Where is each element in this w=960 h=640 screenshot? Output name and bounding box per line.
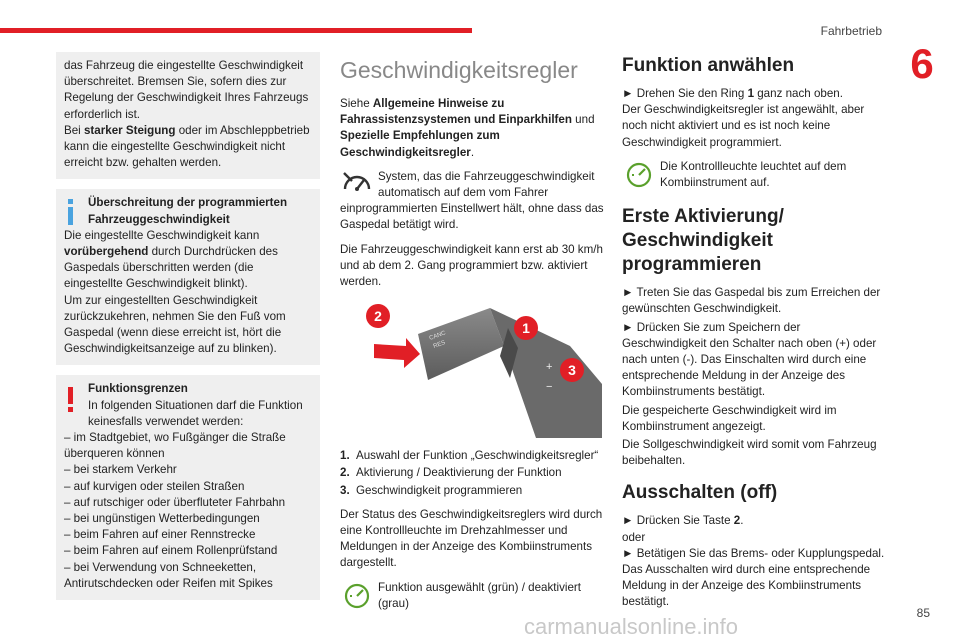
- column-3: [622, 52, 886, 619]
- info-title: Überschreitung der programmierten Fahrzeuggeschwindigkeit: [88, 196, 288, 226]
- list-item: – auf rutschiger oder überfluteter Fahrbahn: [64, 495, 286, 509]
- page-number: 85: [916, 606, 930, 620]
- warning-intro: In folgenden Situationen darf die Funktion keinesfalls verwendet werden:: [88, 398, 303, 428]
- status-text: Der Status des Geschwindigkeitsreglers wird durch eine Kontrollleuchte im Drehzahlmesser und Meldungen in der Anzeige des Kombiinstruments dargestellt.: [340, 507, 603, 570]
- warning-title: Funktionsgrenzen: [88, 382, 188, 396]
- warning-box: [56, 375, 320, 600]
- cruise-control-lamp-icon: [340, 580, 374, 610]
- off-step-2: ► Betätigen Sie das Brems- oder Kupplungspedal.: [622, 546, 885, 560]
- cruise-control-lamp-icon: [622, 159, 656, 189]
- list-item: – bei starkem Verkehr: [64, 463, 177, 477]
- lamp-description: Funktion ausgewählt (grün) / deaktiviert (grau): [340, 580, 604, 612]
- first-step-2: ► Drücken Sie zum Speichern der Geschwindigkeit den Schalter nach oben (+) oder nach unten (-). Das Einschalten wird durch eine entsprechende Meldung in der Anzeige des Kombiinstruments bestätigt.: [622, 320, 877, 399]
- list-item: – beim Fahren auf einer Rennstrecke: [64, 528, 256, 542]
- list-item: – beim Fahren auf einem Rollenprüfstand: [64, 544, 278, 558]
- first-step-4: Die Sollgeschwindigkeit wird somit vom Fahrzeug beibehalten.: [622, 438, 877, 468]
- list-item: 3. Geschwindigkeit programmieren: [340, 483, 523, 497]
- top-accent-bar: [0, 28, 472, 33]
- steering-stalk-illustration: [340, 298, 604, 438]
- callout-1: 1: [522, 320, 530, 337]
- off-step-1: ► Drücken Sie Taste 2.: [622, 514, 744, 528]
- info-box: [56, 189, 320, 365]
- plus-label: +: [546, 361, 553, 374]
- heading-off: Ausschalten (off): [622, 482, 778, 504]
- legend-list: [340, 448, 604, 499]
- list-item: – bei Verwendung von Schneeketten, Antirutschdecken oder Reifen mit Spikes: [64, 560, 273, 590]
- callout-3: 3: [568, 362, 576, 379]
- speedometer-icon: [340, 169, 374, 199]
- watermark: carmanualsonline.info: [524, 614, 739, 639]
- off-step-3: Das Ausschalten wird durch eine entsprechende Meldung in der Anzeige des Kombiinstruments bestätigt.: [622, 563, 871, 609]
- heading-select: Funktion anwählen: [622, 55, 795, 76]
- chapter-number: 6: [910, 40, 934, 87]
- resume-label: RES: [432, 340, 447, 351]
- first-step-3: Die gespeicherte Geschwindigkeit wird im Kombiinstrument angezeigt.: [622, 403, 837, 433]
- list-item: – bei ungünstigen Wetterbedingungen: [64, 512, 260, 526]
- minimum-speed-text: Die Fahrzeuggeschwindigkeit kann erst ab 30 km/h und ab dem 2. Gang programmiert bzw. aktiviert werden.: [340, 242, 603, 289]
- select-text: ► Drehen Sie den Ring 1 ganz nach oben. Der Geschwindigkeitsregler ist angewählt, aber noch nicht aktiviert und es ist noch keine Geschwindigkeit programmiert.: [622, 87, 865, 149]
- intro-text: das Fahrzeug die eingestellte Geschwindigkeit überschreitet. Bremsen Sie, sofern dies zur Regelung der Geschwindigkeit Ihres Fahrzeugs erforderlich ist. Bei starker Steigung oder im Abschleppbetrieb kann die eingestellte Geschwindigkeit nicht erreicht bzw. gehalten werden.: [64, 59, 310, 170]
- list-item: 1. Auswahl der Funktion „Geschwindigkeitsregler“: [340, 449, 599, 463]
- system-description: System, das die Fahrzeuggeschwindigkeit automatisch auf dem vom Fahrer einprogrammierten Einstellwert hält, ohne dass das Gaspedal betätigt wird.: [340, 169, 604, 232]
- section-label: Fahrbetrieb: [820, 24, 882, 38]
- warning-list: [64, 430, 312, 592]
- info-text-2: Um zur eingestellten Geschwindigkeit zurückzukehren, nehmen Sie den Fuß vom Gaspedal (wenn diese erreicht ist, hört die Geschwindigkeitsanzeige auf zu blinken).: [64, 293, 286, 356]
- heading-first-activation: Erste Aktivierung/ Geschwindigkeit programmieren: [622, 206, 784, 276]
- info-icon: [64, 199, 78, 225]
- list-item: – im Stadtgebiet, wo Fußgänger die Straße überqueren können: [64, 431, 286, 461]
- off-or: oder: [622, 530, 646, 544]
- page-title: Geschwindigkeitsregler: [340, 57, 578, 83]
- select-lamp-text: Die Kontrollleuchte leuchtet auf dem Kombiinstrument auf.: [622, 159, 886, 191]
- minus-label: −: [546, 381, 553, 394]
- list-item: – auf kurvigen oder steilen Straßen: [64, 479, 245, 493]
- see-also-text: Siehe Allgemeine Hinweise zu Fahrassistenzsystemen und Einparkhilfen und Spezielle Empfehlungen zum Geschwindigkeitsregler.: [340, 97, 595, 159]
- column-1: [56, 52, 320, 610]
- info-text: Die eingestellte Geschwindigkeit kann vorübergehend durch Durchdrücken des Gaspedals überschritten werden (die eingestellte Geschwindigkeit blinkt).: [64, 228, 278, 291]
- list-item: 2. Aktivierung / Deaktivierung der Funktion: [340, 466, 562, 480]
- cancel-label: CANC: [428, 330, 447, 343]
- warning-icon: [64, 387, 78, 413]
- first-step-1: ► Treten Sie das Gaspedal bis zum Erreichen der gewünschten Geschwindigkeit.: [622, 286, 881, 316]
- column-2: [340, 52, 604, 620]
- continued-note-box: [56, 52, 320, 179]
- arrow-icon: [374, 338, 420, 368]
- callout-2: 2: [374, 308, 382, 325]
